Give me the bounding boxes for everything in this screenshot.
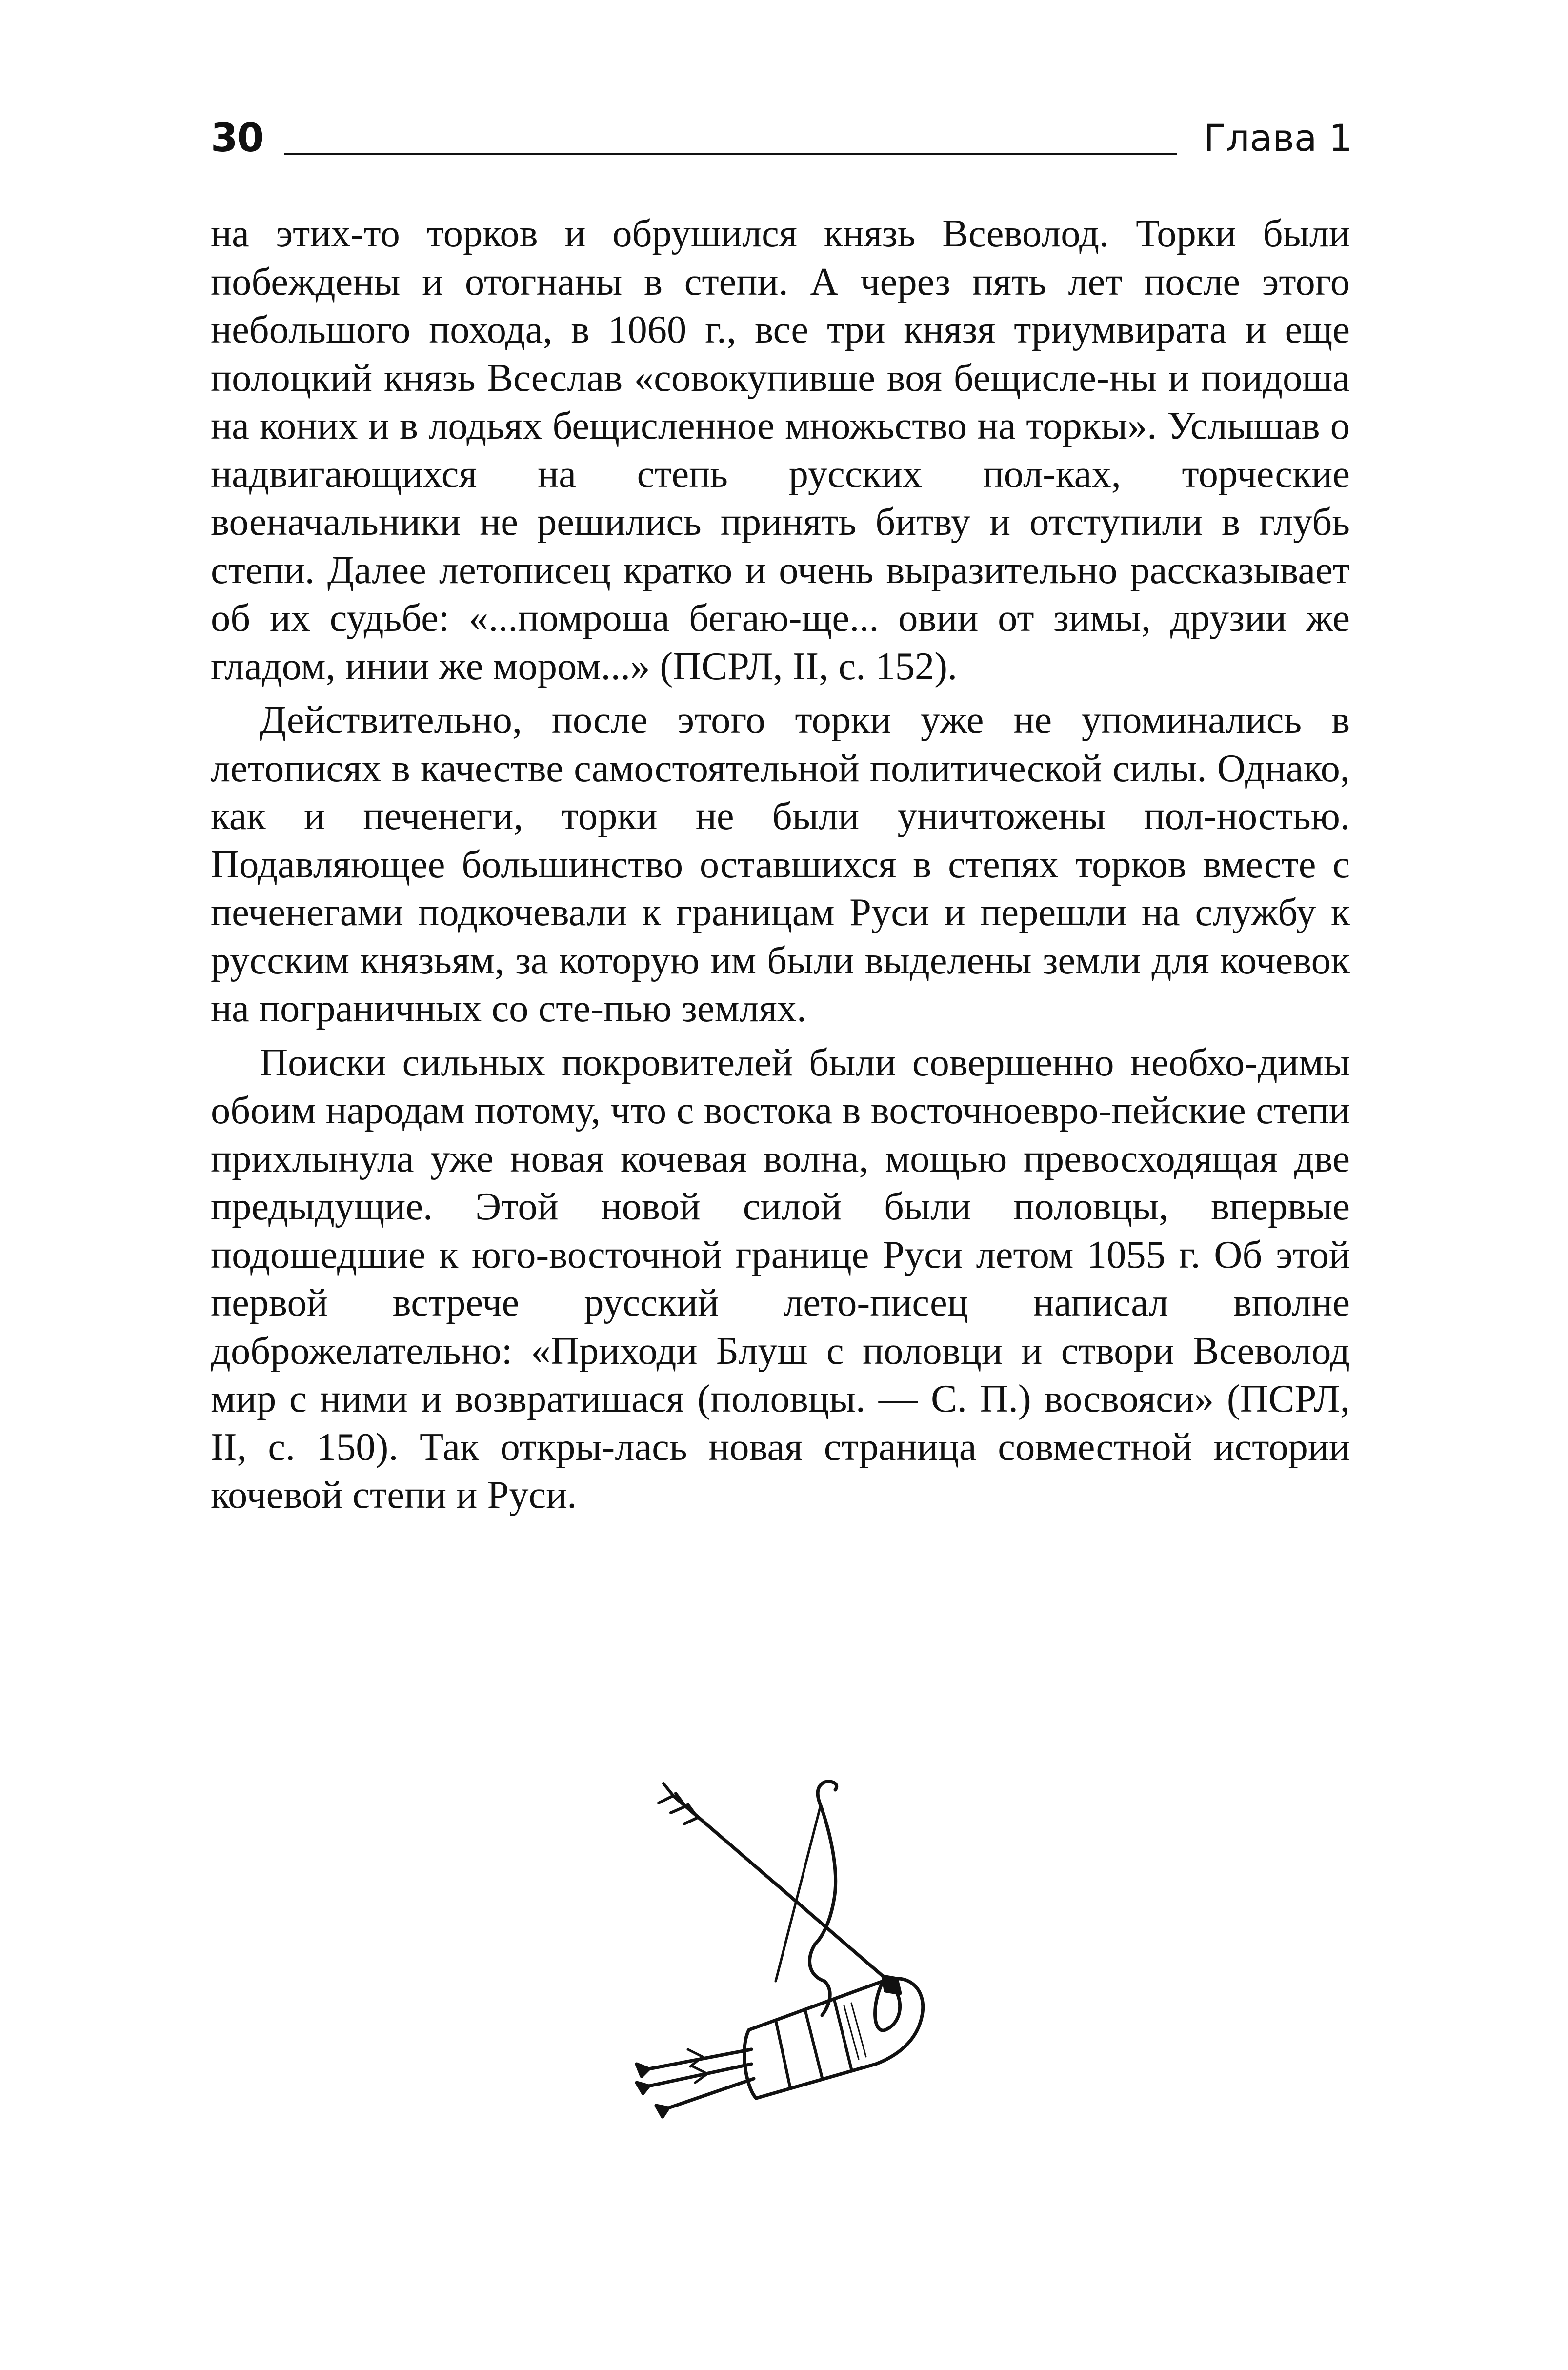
paragraph-1: на этих-то торков и обрушился князь Всеволод. Торки были побеждены и отогнаны в степи. А через пять лет после этого небольшого похода, в 1060 г., все три князя триумвирата и еще полоцкий князь Всеслав «совокупивше воя бещисле-ны и поидоша на коних и в лодьях бещисленное множьство на торкы». Услышав о надвигающихся на степь русских пол-ках, торческие военачальники не решились принять битву и отступили в глубь степи. Далее летописец кратко и очень выразительно рассказывает об их судьбе: «...помроша бегаю-ще... овии от зимы, друзии же гладом, инии же мором...» (ПСРЛ, II, с. 152). [211, 212, 1350, 688]
chapter-title: Глава 1 [1203, 116, 1352, 160]
paragraph-3: Поиски сильных покровителей были совершенно необхо-димы обоим народам потому, что с востока в восточноевро-пейские степи прихлынула уже новая кочевая волна, мощью превосходящая две предыдущие. Этой новой силой были половцы, впервые подошедшие к юго-восточной границе Руси летом 1055 г. Об этой первой встрече русский лето-писец написал вполне доброжелательно: «Приходи Блуш с половци и створи Всеволод мир с ними и возвратишася (половцы. — С. П.) восвояси» (ПСРЛ, II, с. 150). Так откры-лась новая страница совместной истории кочевой степи и Руси. [211, 1040, 1350, 1517]
body-text [211, 210, 1350, 1519]
running-header [211, 111, 1352, 165]
paragraph-2: Действительно, после этого торки уже не упоминались в летописях в качестве самостоятельной политической силы. Однако, как и печенеги, торки не были уничтожены пол-ностью. Подавляющее большинство оставшихся в степях торков вместе с печенегами подкочевали к границам Руси и перешли на службу к русским князьям, за которую им были выделены земли для кочевок на пограничных со сте-пью землях. [211, 698, 1350, 1030]
header-rule [284, 153, 1177, 155]
bow-arrows-quiver-icon [629, 1776, 942, 2147]
page-number: 30 [211, 115, 263, 161]
